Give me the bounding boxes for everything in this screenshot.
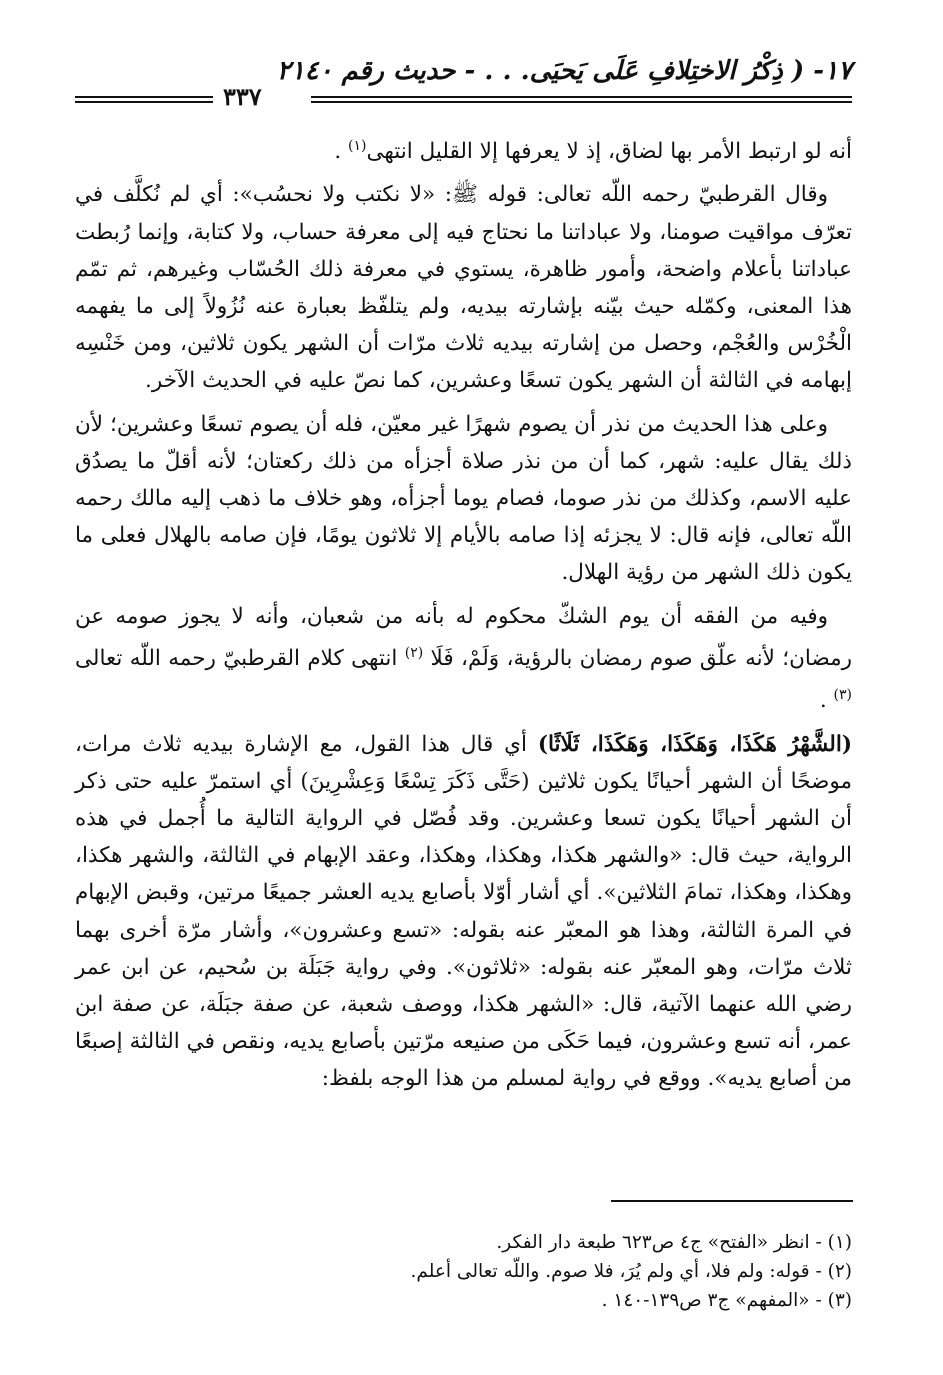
paragraph-3 xyxy=(75,406,852,592)
page-number: ٣٣٧ xyxy=(223,82,262,111)
paragraph-1: أنه لو ارتبط الأمر بها لضاق، إذ لا يعرفها إلا القليل انتهى$^{(١)}$ . xyxy=(334,138,852,165)
footnote-ref-2[interactable]: (٢) xyxy=(404,644,424,661)
running-title: ١٧- ( ذِكْرُ الاختِلافِ عَلَى يَحيَى. . . - حديث رقم ٢١٤٠ xyxy=(276,56,852,86)
footnote-ref-1[interactable]: (١) xyxy=(347,138,367,154)
paragraph-2-text: وقال القرطبيّ رحمه اللّه تعالى: قوله ﷺ: «لا نكتب ولا نحسُب»: أي لم نُكلَّف في تعرّف مواقيت صومنا، ولا عباداتنا ما نحتاج فيه إلى معرفة حساب، ولا كتابة، وإنما رُبطت عباداتنا بأعلام واضحة، وأمور ظاهرة، يستوي في معرفة ذلك الحُسّاب وغيرهم، ثم تمّم هذا المعنى، وكمّله حيث بيّنه بإشارته بيديه، ولم يتلفّظ بعبارة عنه نُزُولاً إلى ما يفهمه الْخُرْس والعُجْم، وحصل من إشارته بيديه ثلاث مرّات أن الشهر يكون ثلاثين، ومن خَنْسِه إبهامه في الثالثة أن الشهر يكون تسعًا وعشرين، كما نصّ عليه في الحديث الآخر. xyxy=(75,182,852,394)
footnote-1: (١) - انظر «الفتح» ج٤ ص٦٢٣ طبعة دار الفكر. xyxy=(496,1232,852,1253)
header-rule-title xyxy=(311,96,852,103)
main-text xyxy=(75,128,852,1104)
paragraph-1-text: أنه لو ارتبط الأمر بها لضاق، إذ لا يعرفها إلا القليل انتهى xyxy=(366,139,852,165)
paragraph-4-text: وفيه من الفقه أن يوم الشكّ محكوم له بأنه من شعبان، وأنه لا يجوز صومه عن رمضان؛ لأنه علّق صوم رمضان بالرؤية، وَلَمْ، فَلَا xyxy=(75,603,852,671)
paragraph-5 xyxy=(75,726,852,1098)
page-header xyxy=(75,56,852,111)
footnotes xyxy=(75,1228,852,1315)
paragraph-4: وفيه من الفقه أن يوم الشكّ محكوم له بأنه من شعبان، وأنه لا يجوز صومه عن رمضان؛ لأنه علّق صوم رمضان بالرؤية، وَلَمْ، فَلَا $^{(٢)}$ انتهى كلام القرطبيّ رحمه اللّه تعالى $^{(٣)}$ . xyxy=(75,603,852,714)
footnote-ref-3[interactable]: (٣) xyxy=(833,687,852,704)
hadith-quote: (الشَّهْرُ هَكَذَا، وَهَكَذَا، وَهَكَذَا، ثَلَاثًا) xyxy=(537,731,852,757)
paragraph-5-text: أي قال هذا القول، مع الإشارة بيديه ثلاث مرات، موضحًا أن الشهر أحيانًا يكون ثلاثين (حَتَّى ذَكَرَ تِسْعًا وَعِشْرِينَ) أي استمرّ عليه حتى ذكر أن الشهر أحيانًا يكون تسعا وعشرين. وقد فُصّل في الرواية التالية ما أُجمل في هذه الرواية، حيث قال: «والشهر هكذا، وهكذا، وهكذا، وعقد الإبهام في الثالثة، والشهر هكذا، وهكذا، وهكذا، تمامَ الثلاثين». أي أشار أوّلا بأصابع يديه العشر جميعًا مرتين، وقبض الإبهام في المرة الثالثة، وهذا هو المعبّر عنه بقوله: «تسع وعشرون»، وأشار مرّة أخرى بهما ثلاث مرّات، وهو المعبّر عنه بقوله: «ثلاثون». وفي رواية جَبَلَة بن سُحيم، عن ابن عمر رضي الله عنهما الآتية، قال: «الشهر هكذا، ووصف شعبة، عن صفة جبَلَة، عن صفة ابن عمر، أنه تسع وعشرون، فيما حَكَى من صنيعه مرّتين بأصابع يديه، ونقص في الثالثة إصبعًا من أصابع يديه». ووقع في رواية لمسلم من هذا الوجه بلفظ: xyxy=(75,731,852,1092)
footnote-3: (٣) - «المفهم» ج٣ ص١٣٩-١٤٠ . xyxy=(601,1290,852,1311)
footnote-2: (٢) - قوله: ولم فلا، أي ولم يُرَ، فلا صوم. واللّه تعالى أعلم. xyxy=(410,1261,852,1282)
paragraph-3-text: وعلى هذا الحديث من نذر أن يصوم شهرًا غير معيّن، فله أن يصوم تسعًا وعشرين؛ لأن ذلك يقال عليه: شهر، كما أن من نذر صلاة أجزأه من ذلك ركعتان؛ لأنه أقلّ ما يصدُق عليه الاسم، وكذلك من نذر صوما، فصام يوما أجزأه، وهو خلاف ما ذهب إليه مالك رحمه اللّه تعالى، فإنه قال: لا يجزئه إذا صامه بالأيام إلا ثلاثون يومًا، فإن صامه بالهلال فعلى ما يكون ذلك الشهر من رؤية الهلال. xyxy=(75,411,852,586)
paragraph-2 xyxy=(75,176,852,399)
header-rule-page xyxy=(75,96,213,103)
footnote-separator xyxy=(611,1200,853,1202)
paragraph-4-tail: انتهى كلام القرطبيّ رحمه اللّه تعالى xyxy=(75,645,398,671)
